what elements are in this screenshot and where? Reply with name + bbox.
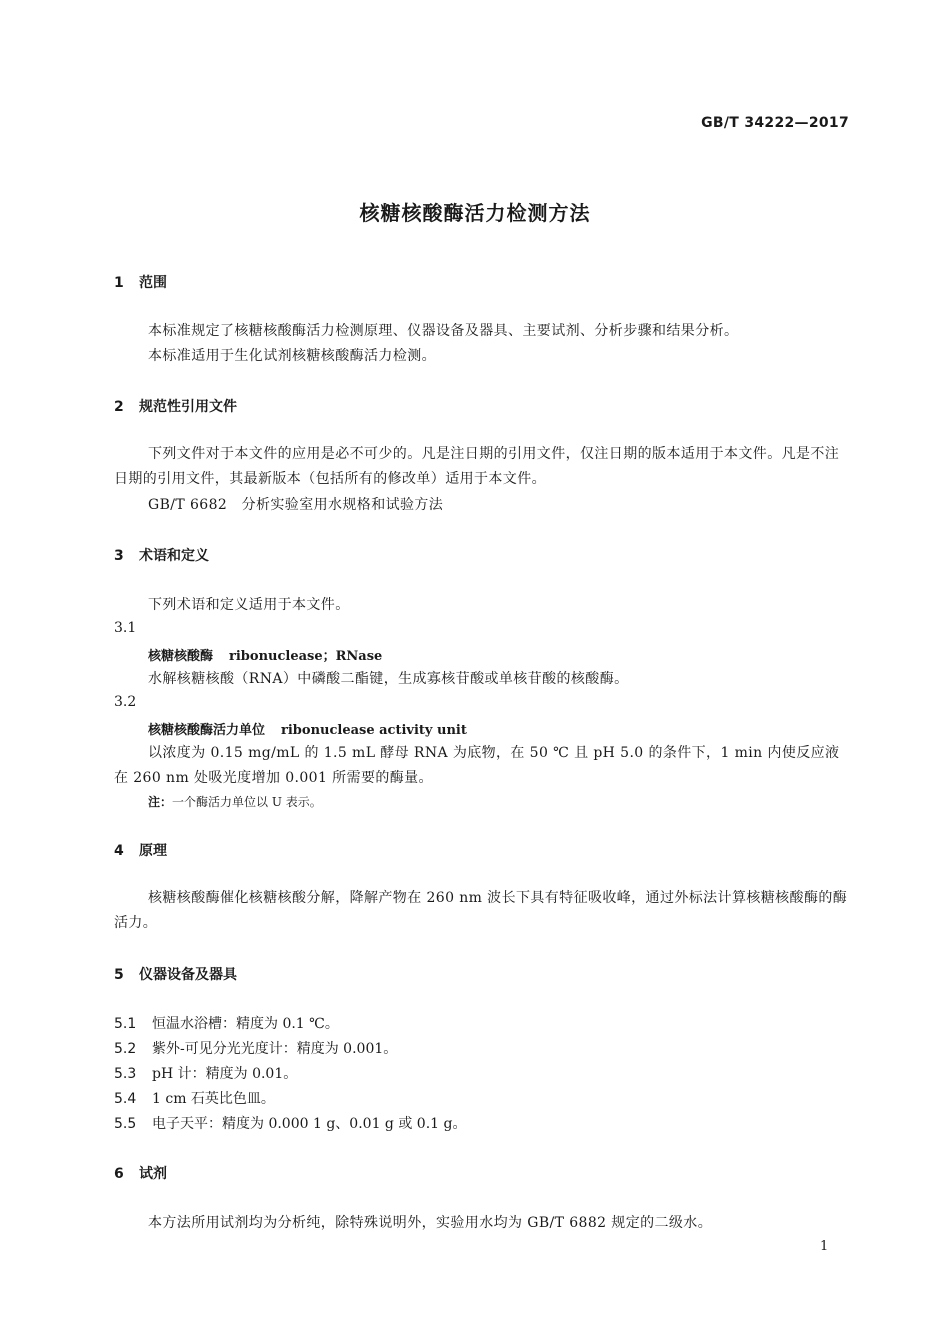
term-number: 3.1 bbox=[114, 620, 137, 636]
item-text: 1 cm 石英比色皿。 bbox=[152, 1091, 275, 1107]
section-number: 4 bbox=[114, 843, 124, 859]
document-title: 核糖核酸酶活力检测方法 bbox=[359, 201, 591, 225]
section-heading-terms bbox=[114, 545, 209, 565]
item-text: 电子天平：精度为 0.000 1 g、0.01 g 或 0.1 g。 bbox=[152, 1116, 467, 1132]
section-heading-reagents bbox=[114, 1163, 167, 1183]
section-number: 3 bbox=[114, 548, 124, 564]
note-label: 注： bbox=[148, 795, 173, 809]
page-number: 1 bbox=[820, 1239, 829, 1254]
paragraph: 下列文件对于本文件的应用是必不可少的。凡是注日期的引用文件，仅注日期的版本适用于本文件。凡是不注日期的引用文件，其最新版本（包括所有的修改单）适用于本文件。 bbox=[114, 446, 840, 487]
reference-entry: GB/T 6682 分析实验室用水规格和试验方法 bbox=[148, 497, 444, 513]
term-heading bbox=[148, 719, 467, 738]
term-en: ribonuclease；RNase bbox=[229, 649, 383, 664]
section-heading-normative-references bbox=[114, 396, 237, 416]
section-title: 仪器设备及器具 bbox=[139, 967, 237, 983]
list-item bbox=[114, 1063, 297, 1083]
item-number: 5.1 bbox=[114, 1016, 137, 1032]
item-number: 5.4 bbox=[114, 1091, 137, 1107]
list-item bbox=[114, 1088, 275, 1108]
item-text: pH 计：精度为 0.01。 bbox=[152, 1066, 298, 1082]
section-heading-principle bbox=[114, 840, 167, 860]
term-definition: 水解核糖核酸（RNA）中磷酸二酯键，生成寡核苷酸或单核苷酸的核酸酶。 bbox=[148, 671, 629, 687]
paragraph: 核糖核酸酶催化核糖核酸分解，降解产物在 260 nm 波长下具有特征吸收峰，通过外标法计算核糖核酸酶的酶活力。 bbox=[114, 890, 848, 931]
note-text: 一个酶活力单位以 U 表示。 bbox=[172, 795, 322, 809]
item-number: 5.2 bbox=[114, 1041, 137, 1057]
section-number: 2 bbox=[114, 399, 124, 415]
section-title: 原理 bbox=[139, 843, 167, 859]
item-number: 5.3 bbox=[114, 1066, 137, 1082]
note bbox=[148, 793, 322, 810]
paragraph: 本方法所用试剂均为分析纯，除特殊说明外，实验用水均为 GB/T 6882 规定的二级水。 bbox=[148, 1215, 713, 1231]
section-number: 5 bbox=[114, 967, 124, 983]
paragraph: 下列术语和定义适用于本文件。 bbox=[148, 597, 350, 613]
section-number: 1 bbox=[114, 275, 124, 291]
term-number: 3.2 bbox=[114, 694, 137, 710]
paragraph: 本标准适用于生化试剂核糖核酸酶活力检测。 bbox=[148, 348, 436, 364]
section-title: 范围 bbox=[139, 275, 167, 291]
section-heading-scope bbox=[114, 272, 167, 292]
standard-id: GB/T 34222—2017 bbox=[701, 115, 849, 131]
section-number: 6 bbox=[114, 1166, 124, 1182]
term-cn: 核糖核酸酶活力单位 bbox=[148, 723, 266, 738]
section-heading-apparatus bbox=[114, 964, 237, 984]
list-item bbox=[114, 1013, 339, 1033]
item-text: 紫外-可见分光光度计：精度为 0.001。 bbox=[152, 1041, 398, 1057]
term-heading bbox=[148, 645, 382, 664]
section-title: 试剂 bbox=[139, 1166, 167, 1182]
item-number: 5.5 bbox=[114, 1116, 137, 1132]
term-en: ribonuclease activity unit bbox=[281, 723, 467, 738]
term-cn: 核糖核酸酶 bbox=[148, 649, 214, 664]
section-title: 规范性引用文件 bbox=[139, 399, 237, 415]
paragraph: 本标准规定了核糖核酸酶活力检测原理、仪器设备及器具、主要试剂、分析步骤和结果分析。 bbox=[148, 323, 739, 339]
list-item bbox=[114, 1113, 466, 1133]
section-title: 术语和定义 bbox=[139, 548, 209, 564]
list-item bbox=[114, 1038, 397, 1058]
item-text: 恒温水浴槽：精度为 0.1 ℃。 bbox=[152, 1016, 339, 1032]
term-definition: 以浓度为 0.15 mg/mL 的 1.5 mL 酵母 RNA 为底物，在 50 ℃ 且 pH 5.0 的条件下，1 min 内使反应液在 260 nm 处吸光度增加 0.001 所需要的酶量。 bbox=[114, 745, 840, 786]
